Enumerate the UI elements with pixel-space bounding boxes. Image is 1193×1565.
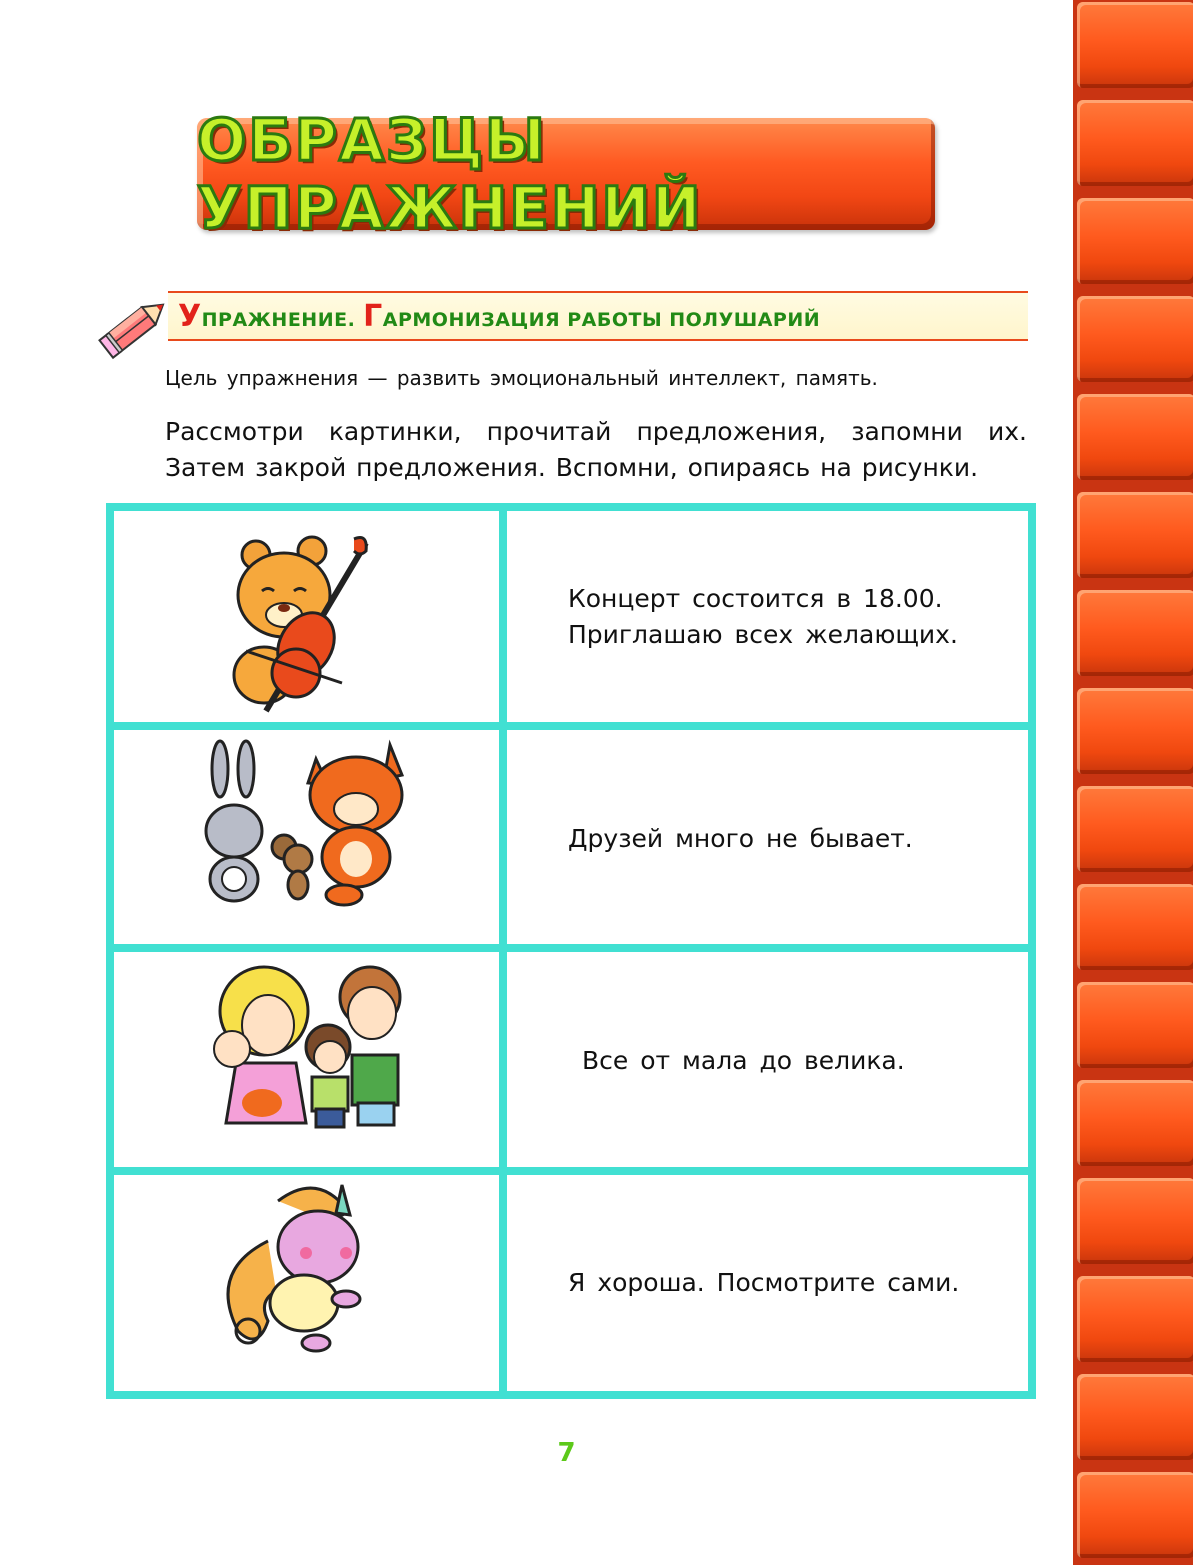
- unicorn-icon: [218, 1181, 378, 1359]
- brick-tile: [1077, 2, 1193, 88]
- brick-tile: [1077, 198, 1193, 284]
- decorative-brick-strip: [1073, 0, 1193, 1565]
- brick-tile: [1077, 1276, 1193, 1362]
- exercise-instruction: Рассмотри картинки, прочитай предложения, запомни их. Затем закрой предложения. Вспомни, опираясь на рисунки.: [165, 417, 1027, 482]
- brick-tile: [1077, 100, 1193, 186]
- brick-tile: [1077, 786, 1193, 872]
- exercise-header: [168, 291, 1028, 341]
- exercise-name: АРМОНИЗАЦИЯ РАБОТЫ ПОЛУШАРИЙ: [382, 308, 821, 331]
- exercise-title: [178, 299, 820, 334]
- row-1-line-1: Концерт состоится в 18.00.: [568, 584, 943, 613]
- bunny-mouse-fox-friends-icon: [204, 739, 424, 909]
- pencil-icon: [98, 286, 176, 364]
- row-3-line-1: Все от мала до велика.: [582, 1046, 905, 1075]
- title-banner: [197, 106, 935, 242]
- brick-tile: [1077, 688, 1193, 774]
- page-number: 7: [557, 1438, 576, 1468]
- table-row-divider: [106, 722, 1036, 730]
- brick-tile: [1077, 1080, 1193, 1166]
- row-1-line-2: Приглашаю всех желающих.: [568, 620, 958, 649]
- brick-tile: [1077, 1472, 1193, 1558]
- page-title: ОБРАЗЦЫ УПРАЖНЕНИЙ: [197, 106, 703, 242]
- row-4-line-1: Я хороша. Посмотрите сами.: [568, 1268, 960, 1297]
- brick-tile: [1077, 590, 1193, 676]
- brick-tile: [1077, 1178, 1193, 1264]
- exercise-initial-u: У: [178, 298, 202, 334]
- exercise-goal: Цель упражнения — развить эмоциональный интеллект, память.: [165, 366, 878, 390]
- family-icon: [206, 963, 436, 1135]
- table-row-divider: [106, 1167, 1036, 1175]
- exercise-label: ПРАЖНЕНИЕ.: [201, 308, 356, 331]
- brick-tile: [1077, 492, 1193, 578]
- brick-tile: [1077, 296, 1193, 382]
- bear-with-cello-icon: [226, 533, 386, 713]
- row-2-line-1: Друзей много не бывает.: [568, 824, 913, 853]
- brick-tile: [1077, 884, 1193, 970]
- exercise-name-initial: Г: [363, 298, 383, 334]
- brick-tile: [1077, 982, 1193, 1068]
- table-row-divider: [106, 944, 1036, 952]
- brick-tile: [1077, 394, 1193, 480]
- exercise-table: [106, 503, 1036, 1399]
